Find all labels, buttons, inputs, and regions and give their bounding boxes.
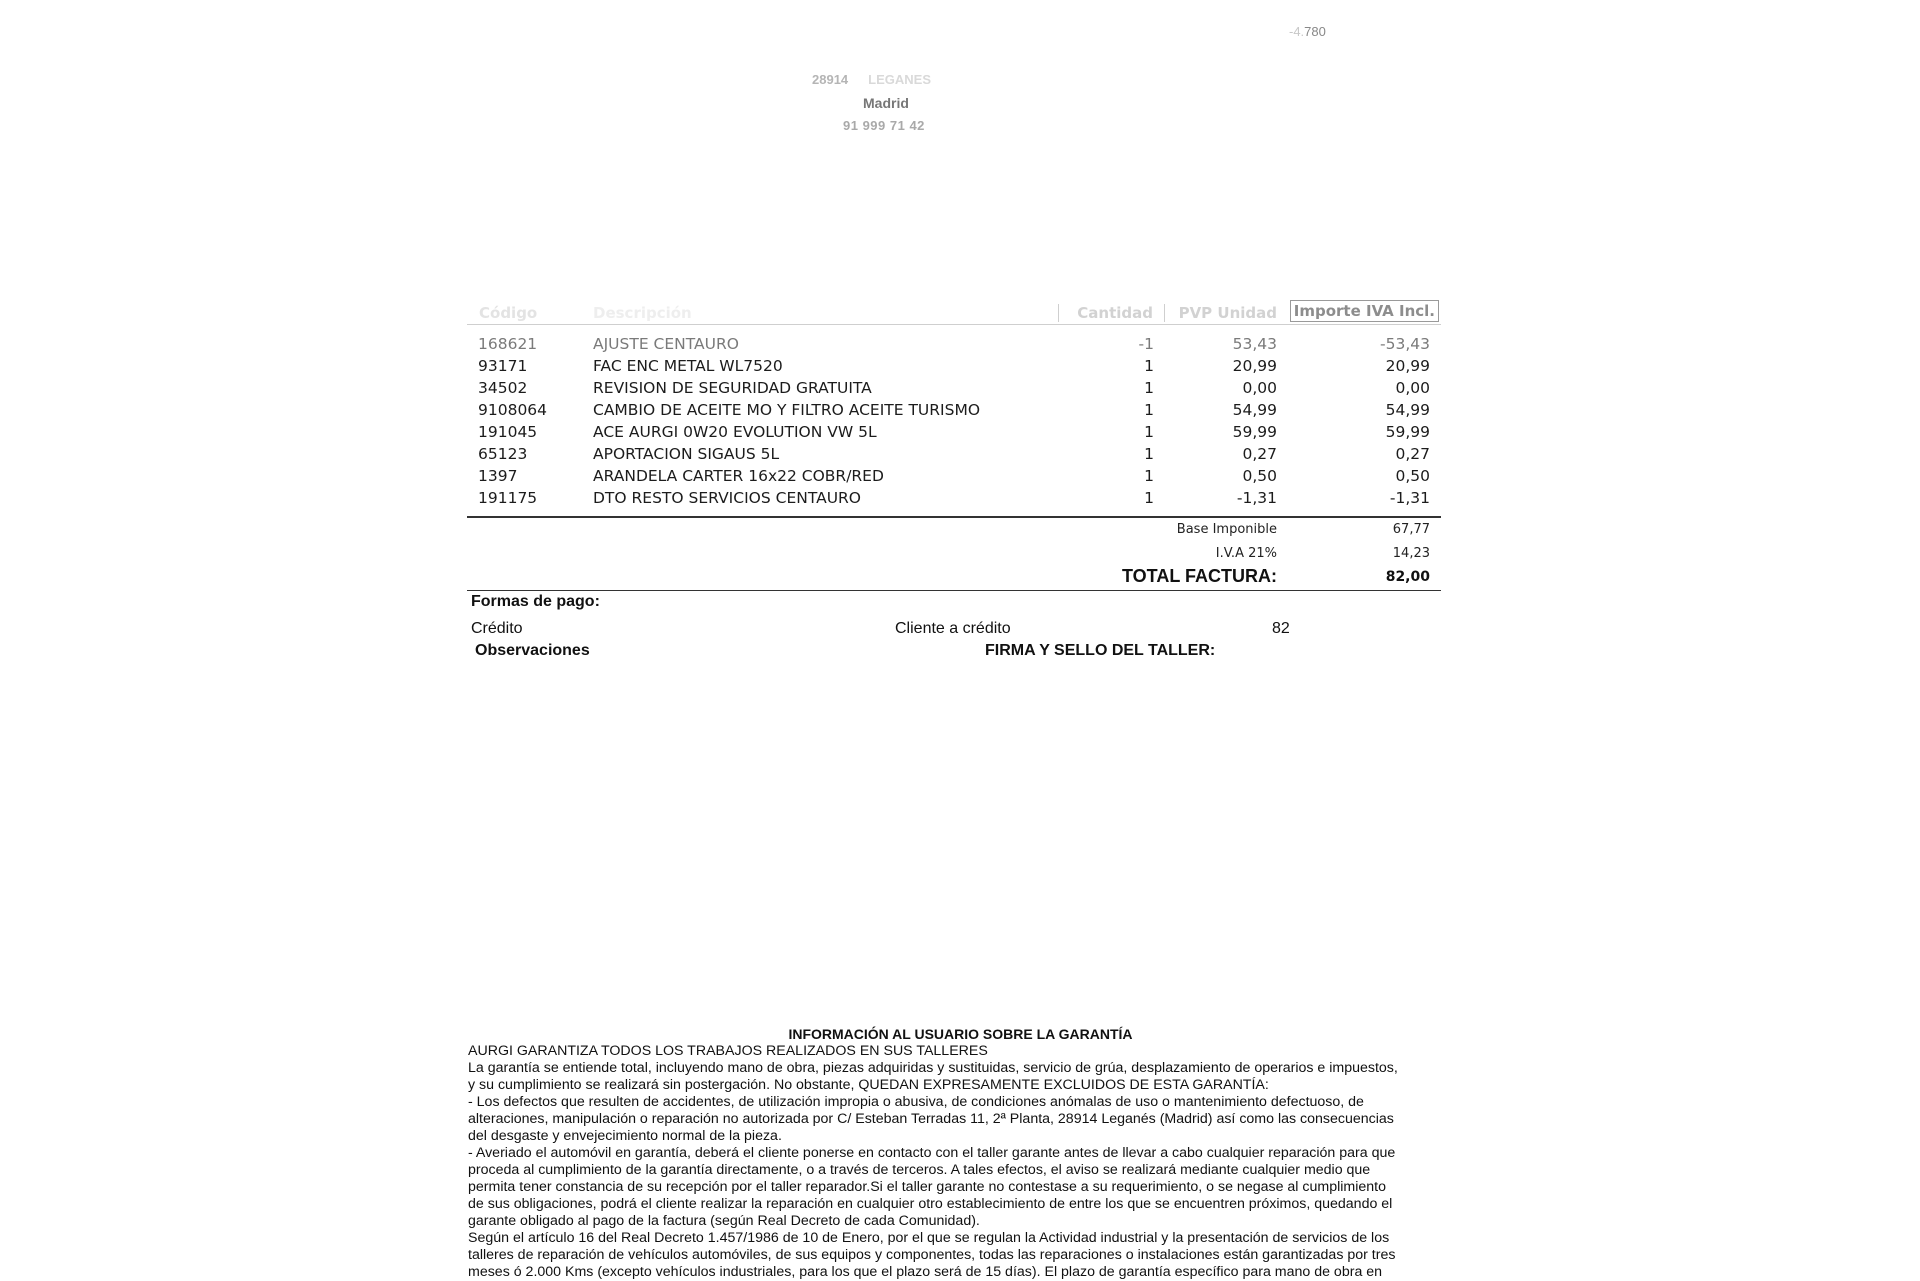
warranty-line: de sus obligaciones, podrá el cliente realizar la reparación en cualquier otro establecimiento de entre los que se encuentren próximos, quedando el (468, 1196, 1393, 1212)
payment-title: Formas de pago: (471, 593, 600, 610)
document-number (1289, 24, 1326, 39)
table-row (467, 334, 1441, 356)
base-row (467, 518, 1441, 542)
city: LEGANES (868, 72, 931, 87)
cell-quantity: 1 (1144, 423, 1154, 441)
iva-value: 14,23 (1392, 546, 1430, 561)
header-description: Descripción (593, 304, 692, 322)
warranty-line: alteraciones, manipulación o reparación no autorizada por C/ Esteban Terradas 11, 2ª Planta, 28914 Leganés (Madrid) así como las consecuencias (468, 1111, 1394, 1127)
warranty-line: y su cumplimiento se realizará sin postergación. No obstante, QUEDAN EXPRESAMENTE EXCLUIDOS DE ESTA GARANTÍA: (468, 1077, 1269, 1093)
header-quantity: Cantidad (1077, 304, 1153, 322)
cell-unit-price: -1,31 (1236, 489, 1277, 507)
cell-code: 34502 (478, 379, 528, 397)
cell-code: 191045 (478, 423, 538, 441)
cell-total: 54,99 (1385, 401, 1430, 419)
table-row (467, 444, 1441, 466)
cell-total: 0,50 (1395, 467, 1430, 485)
cell-total: -1,31 (1389, 489, 1430, 507)
warranty-title: INFORMACIÓN AL USUARIO SOBRE LA GARANTÍA (788, 1026, 1133, 1042)
cell-total: 0,27 (1395, 445, 1430, 463)
cell-description: CAMBIO DE ACEITE MO Y FILTRO ACEITE TURISMO (593, 401, 981, 419)
cell-unit-price: 53,43 (1232, 335, 1277, 353)
payment-amount: 82 (1272, 620, 1290, 637)
total-value: 82,00 (1385, 569, 1430, 585)
postal-code: 28914 (812, 72, 849, 87)
cell-code: 191175 (478, 489, 538, 507)
table-row (467, 400, 1441, 422)
cell-quantity: 1 (1144, 467, 1154, 485)
cell-total: 20,99 (1385, 357, 1430, 375)
cell-quantity: 1 (1144, 357, 1154, 375)
cell-unit-price: 54,99 (1232, 401, 1277, 419)
cell-quantity: 1 (1144, 379, 1154, 397)
signature-label: FIRMA Y SELLO DEL TALLER: (985, 642, 1216, 659)
warranty-body (468, 1043, 1458, 1281)
cell-total: 59,99 (1385, 423, 1430, 441)
warranty-line: - Los defectos que resulten de accidentes, de utilización impropia o abusiva, de condiciones anómalas de uso o mantenimiento defectuoso, de (468, 1094, 1364, 1110)
header-postal (812, 72, 931, 87)
cell-description: APORTACION SIGAUS 5L (593, 445, 780, 463)
warranty-line: - Averiado el automóvil en garantía, deberá el cliente ponerse en contacto con el taller garante antes de llevar a cabo cualquier reparación para que (468, 1145, 1396, 1161)
header-separator (1164, 304, 1165, 322)
iva-label: I.V.A 21% (1215, 546, 1277, 561)
phone-number: 91 999 71 42 (843, 118, 925, 133)
total-label: TOTAL FACTURA: (1122, 566, 1277, 586)
cell-unit-price: 20,99 (1232, 357, 1277, 375)
invoice-table (467, 300, 1441, 591)
table-header (467, 300, 1441, 325)
cell-unit-price: 59,99 (1232, 423, 1277, 441)
total-divider (467, 590, 1441, 591)
cell-code: 9108064 (478, 401, 548, 419)
iva-row (467, 542, 1441, 566)
cell-description: REVISION DE SEGURIDAD GRATUITA (593, 379, 872, 397)
cell-code: 93171 (478, 357, 528, 375)
warranty-line: garante obligado al pago de la factura (según Real Decreto de cada Comunidad). (468, 1213, 980, 1229)
table-body (467, 334, 1441, 510)
cell-quantity: 1 (1144, 489, 1154, 507)
cell-quantity: -1 (1138, 335, 1154, 353)
cell-unit-price: 0,27 (1242, 445, 1277, 463)
warranty-line: del desgaste y envejecimiento normal de la pieza. (468, 1128, 782, 1144)
payment-method: Crédito (471, 620, 523, 637)
base-value: 67,77 (1392, 522, 1430, 537)
cell-unit-price: 0,00 (1242, 379, 1277, 397)
table-row (467, 466, 1441, 488)
cell-total: -53,43 (1380, 335, 1430, 353)
cell-description: ARANDELA CARTER 16x22 COBR/RED (593, 467, 884, 485)
document-number-visible: 780 (1304, 24, 1326, 39)
warranty-line: La garantía se entiende total, incluyendo mano de obra, piezas adquiridas y sustituidas, servicio de grúa, desplazamiento de operarios e impuestos, (468, 1060, 1398, 1076)
header-total: Importe IVA Incl. (1290, 300, 1439, 322)
cell-description: FAC ENC METAL WL7520 (593, 357, 783, 375)
header-unit-price: PVP Unidad (1178, 304, 1277, 322)
cell-code: 65123 (478, 445, 528, 463)
table-row (467, 378, 1441, 400)
total-row (467, 566, 1441, 588)
warranty-line: Según el artículo 16 del Real Decreto 1.457/1986 de 10 de Enero, por el que se regulan la Actividad industrial y la presentación de servicios de los (468, 1230, 1390, 1246)
warranty-line: AURGI GARANTIZA TODOS LOS TRABAJOS REALIZADOS EN SUS TALLERES (468, 1043, 988, 1059)
payment-client: Cliente a crédito (895, 620, 1011, 637)
cell-code: 168621 (478, 335, 538, 353)
cell-description: ACE AURGI 0W20 EVOLUTION VW 5L (593, 423, 877, 441)
cell-total: 0,00 (1395, 379, 1430, 397)
cell-description: AJUSTE CENTAURO (593, 335, 739, 353)
cell-unit-price: 0,50 (1242, 467, 1277, 485)
cell-description: DTO RESTO SERVICIOS CENTAURO (593, 489, 862, 507)
warranty-line: talleres de reparación de vehículos automóviles, de sus equipos y componentes, todas las reparaciones o instalaciones están garantizadas por tres (468, 1247, 1396, 1263)
warranty-line: permita tener constancia de su recepción por el taller reparador.Si el taller garante no contestase a su requerimiento, o se negase al cumplimiento (468, 1179, 1386, 1195)
observations-label: Observaciones (475, 642, 590, 659)
table-row (467, 356, 1441, 378)
base-label: Base Imponible (1176, 522, 1277, 537)
cell-code: 1397 (478, 467, 518, 485)
table-row (467, 488, 1441, 510)
header-separator (1058, 304, 1059, 322)
table-row (467, 422, 1441, 444)
region: Madrid (863, 95, 909, 111)
cell-quantity: 1 (1144, 445, 1154, 463)
document-number-faint: -4. (1289, 24, 1305, 39)
header-code: Código (479, 304, 538, 322)
warranty-line: meses ó 2.000 Kms (excepto vehículos industriales, para los que el plazo será de 15 días). El plazo de garantía específico para mano de obra en (468, 1264, 1383, 1280)
warranty-line: proceda al cumplimiento de la garantía directamente, o a través de terceros. A tales efectos, el aviso se realizará mediante cualquier medio que (468, 1162, 1371, 1178)
cell-quantity: 1 (1144, 401, 1154, 419)
